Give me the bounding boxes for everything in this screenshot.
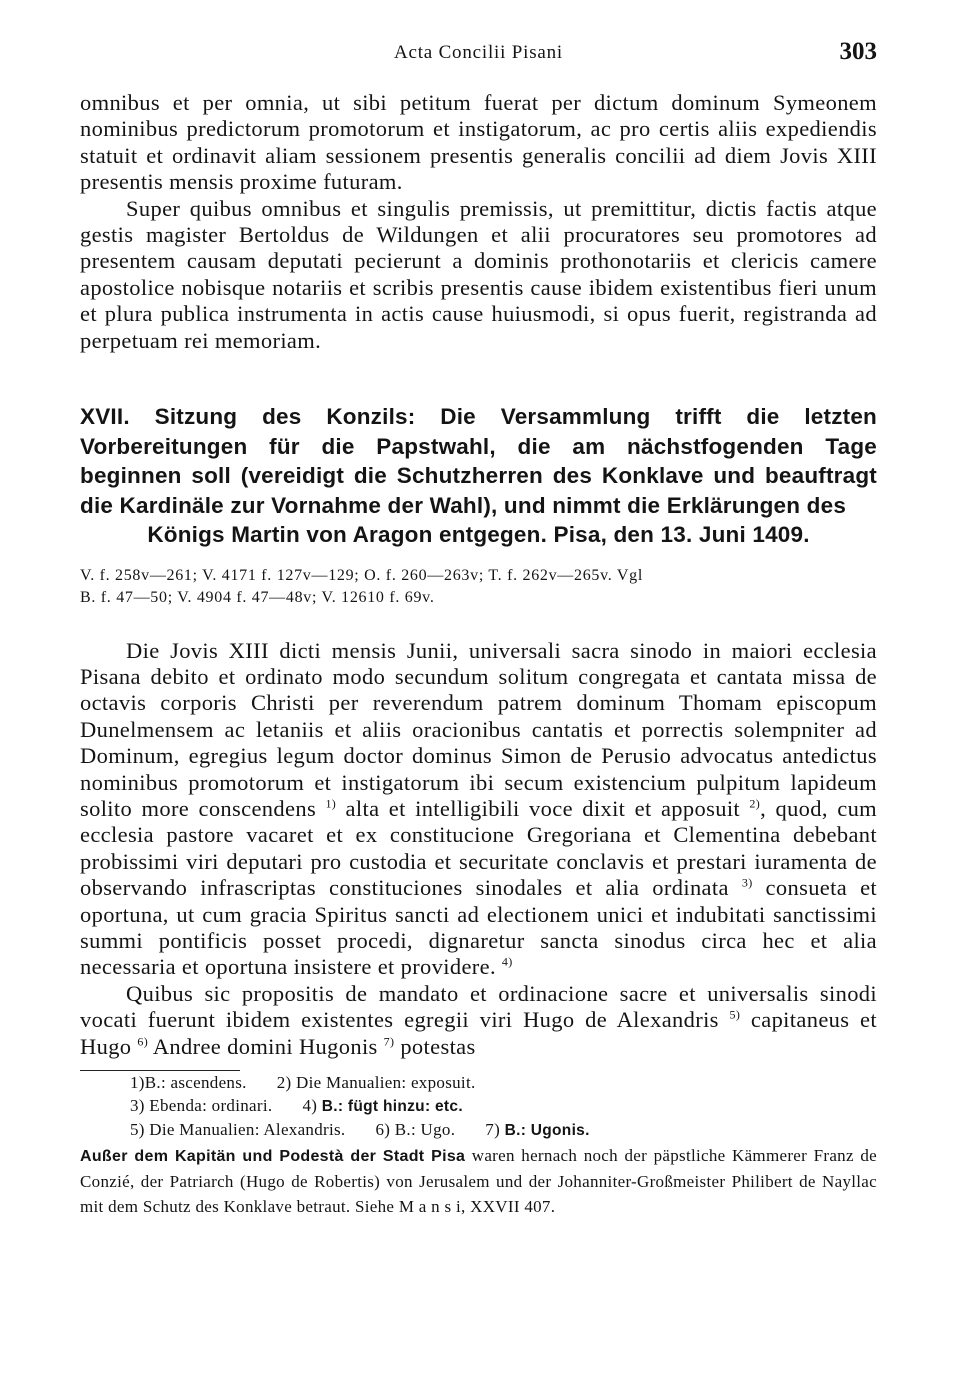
footnote-7-text: B.: Ugonis. [504,1122,590,1140]
paragraph-3-part-b: alta et intelligibili voce dixit et apposuit [336,796,741,821]
paragraph-3-part-d: consueta et oportuna, ut cum gracia Spiritus sancti ad electionem unici et indubitati sanctissimi summi pontificis posset procedi, dignaretur sancta sinodus circa hec et alia necessaria et oportuna insistere et providere. [80,875,878,980]
footnote-ref-7: 7) [383,1034,395,1049]
footnote-ref-1: 1) [325,796,337,811]
footnote-ref-6: 6) [137,1034,149,1049]
footnote-4-number: 4) [302,1096,322,1116]
paragraph-4-part-c: Andree domini Hugonis [148,1033,378,1059]
paragraph-4-part-b: capitaneus et Hugo [80,1007,877,1059]
paragraph-1: omnibus et per omnia, ut sibi petitum fuerat per dictum dominum Symeonem nominibus predictorum promotorum et instigatorum, ac pro certis aliis expediendis statuit et ordinavit aliam sessionem presentis generalis concilii ad diem Jovis XIII presentis mensis proxime futuram. [80,90,877,195]
section-heading-last-line: Königs Martin von Aragon entgegen. Pisa, den 13. Juni 1409. [147,522,810,548]
footnotes-row-2 [130,1094,877,1118]
paragraph-3-part-a: Die Jovis XIII dicti mensis Junii, universali sacra sinodo in maiori ecclesia Pisana debito et ordinato modo secundum solitum congregata et cantata missa de octavis corporis Christi per reverendum patrem dominum Thomam episcopum Dunelmensem ac letaniis et aliis oracionibus cantatis et porrectis solempniter ad Dominum, egregius legum doctor dominus Simon de Perusio advocatus antedictus nominibus promotorum et instigatorum ibi secum existencium pulpitum lapideum solito more conscendens [80,637,877,821]
document-page [80,38,877,1219]
paragraph-2: Super quibus omnibus et singulis premissis, ut premittitur, dictis factis atque gestis magister Bertoldus de Wildungen et alii procuratores seu promotores ad presentem causam deputati pecierunt a dominis prothonotariis et clericis camere apostolice nobisque notariis et scribis presentis cause ibidem existentibus fieri unum et plura publica instrumenta in actis cause huiusmodi, si opus fuerit, registranda ad perpetuam rei memoriam. [80,195,877,353]
footnote-ref-5: 5) [729,1007,741,1022]
section-heading-main: XVII. Sitzung des Konzils: Die Versammlung trifft die letzten Vorbereitungen für die Papstwahl, die am nächstfogenden Tage beginnen soll (vereidigt die Schutzherren des Konklave und beauftragt die Kardinäle zur Vornahme der Wahl), und nimmt die Erklärungen des [80,404,877,518]
footnotes-row-1 [130,1071,877,1094]
footnote-commentary [80,1143,877,1219]
paragraph-4-part-a: Quibus sic propositis de mandato et ordinacione sacre et universalis sinodi vocati fuerunt ibidem existentes egregii viri Hugo de Alexandris [80,980,877,1033]
footnote-ref-4: 4) [501,954,513,969]
paragraph-4 [80,981,877,1060]
footnote-3: 3) Ebenda: ordinari. [130,1096,273,1116]
manuscript-sources [80,565,877,610]
footnote-6: 6) B.: Ugo. [375,1120,456,1140]
running-title: Acta Concilii Pisani [393,42,564,63]
sources-line-2: B. f. 47—50; V. 4904 f. 47—48v; V. 12610 f. 69v. [80,589,435,607]
footnote-5: 5) Die Manualien: Alexandris. [130,1120,346,1140]
paragraph-4-part-d: potestas [394,1033,476,1059]
footnote-1: 1)B.: ascendens. [130,1073,247,1093]
footnote-ref-2: 2) [749,796,761,811]
footnote-commentary-lead: Außer dem Kapitän und Podestà der Stadt Pisa [80,1148,466,1166]
paragraph-3 [80,638,877,981]
footnote-7 [485,1118,589,1142]
footnotes-row-3 [130,1118,877,1142]
sources-line-1: V. f. 258v—261; V. 4171 f. 127v—129; O. f. 260—263v; T. f. 262v—265v. Vgl [80,566,643,584]
footnote-2: 2) Die Manualien: exposuit. [276,1073,476,1093]
footnote-4 [302,1094,462,1118]
page-number: 303 [839,38,877,65]
footnote-7-number: 7) [485,1120,505,1140]
page-header [80,38,877,78]
footnote-ref-3: 3) [741,875,753,890]
footnote-4-text: B.: fügt hinzu: etc. [321,1098,463,1116]
footnote-commentary-text: waren hernach noch der päpstliche Kämmerer Franz de Conzié, der Patriarch (Hugo de Robertis) von Jerusalem und der Johanniter-Großmeister Philibert de Nayllac mit dem Schutz des Konklave betraut. Siehe M a n s i, XXVII 407. [80,1146,877,1217]
paragraph-3-part-c: , quod, cum ecclesia pastore vacaret et ex constitucione Gregoriana et Clementina debebant probissimi viri deputari pro custodia et securitate conclavis et prestari iuramenta de observando infrascriptas constituciones sinodales et alia ordinata [80,796,878,901]
section-heading [80,402,877,550]
